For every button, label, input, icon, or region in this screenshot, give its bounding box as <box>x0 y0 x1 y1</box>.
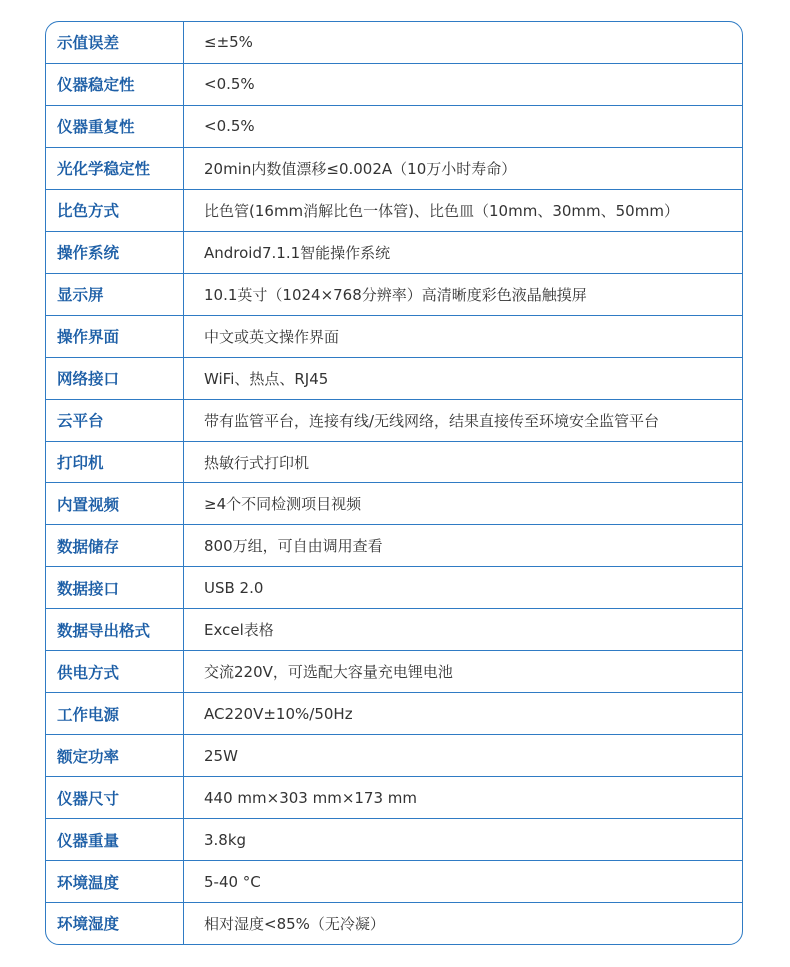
spec-label: 额定功率 <box>46 735 184 776</box>
spec-label: 比色方式 <box>46 190 184 231</box>
spec-label: 显示屏 <box>46 274 184 315</box>
spec-value: 相对湿度<85%（无冷凝） <box>204 914 385 933</box>
spec-row <box>46 231 742 273</box>
spec-table <box>45 21 743 945</box>
spec-value: 25W <box>204 746 238 765</box>
spec-label: 打印机 <box>46 442 184 483</box>
spec-row <box>46 818 742 860</box>
spec-value: 中文或英文操作界面 <box>204 327 340 346</box>
spec-value: 带有监管平台，连接有线/无线网络，结果直接传至环境安全监管平台 <box>204 411 660 430</box>
spec-value: 800万组，可自由调用查看 <box>204 537 383 556</box>
spec-row <box>46 147 742 189</box>
spec-value: 3.8kg <box>204 830 247 849</box>
spec-row <box>46 860 742 902</box>
spec-label: 示值误差 <box>46 22 184 63</box>
spec-label: 数据导出格式 <box>46 609 184 650</box>
spec-value: 10.1英寸（1024×768分辨率）高清晰度彩色液晶触摸屏 <box>204 285 587 304</box>
spec-value: 热敏行式打印机 <box>204 453 310 472</box>
spec-row <box>46 482 742 524</box>
spec-row <box>46 566 742 608</box>
spec-row <box>46 902 742 944</box>
spec-row <box>46 273 742 315</box>
spec-label: 网络接口 <box>46 358 184 399</box>
spec-row <box>46 692 742 734</box>
spec-label: 操作系统 <box>46 232 184 273</box>
spec-value: Excel表格 <box>204 621 274 640</box>
spec-row <box>46 650 742 692</box>
spec-row <box>46 22 742 63</box>
spec-label: 仪器重量 <box>46 819 184 860</box>
spec-label: 数据储存 <box>46 525 184 566</box>
spec-row <box>46 63 742 105</box>
spec-label: 环境湿度 <box>46 903 184 944</box>
spec-label: 仪器重复性 <box>46 106 184 147</box>
spec-value: WiFi、热点、RJ45 <box>204 369 329 388</box>
spec-label: 云平台 <box>46 400 184 441</box>
spec-value: 20min内数值漂移≤0.002A（10万小时寿命） <box>204 159 517 178</box>
spec-label: 数据接口 <box>46 567 184 608</box>
spec-row <box>46 776 742 818</box>
spec-label: 操作界面 <box>46 316 184 357</box>
spec-value: USB 2.0 <box>204 578 264 597</box>
spec-value: ≥4个不同检测项目视频 <box>204 495 362 514</box>
spec-label: 内置视频 <box>46 483 184 524</box>
spec-value: ≤±5% <box>204 33 253 52</box>
spec-label: 环境温度 <box>46 861 184 902</box>
spec-value: 交流220V，可选配大容量充电锂电池 <box>204 663 453 682</box>
spec-value: 5-40 °C <box>204 872 261 891</box>
spec-row <box>46 105 742 147</box>
spec-row <box>46 399 742 441</box>
spec-row <box>46 357 742 399</box>
spec-row <box>46 441 742 483</box>
spec-label: 仪器尺寸 <box>46 777 184 818</box>
spec-label: 工作电源 <box>46 693 184 734</box>
spec-label: 供电方式 <box>46 651 184 692</box>
spec-value: Android7.1.1智能操作系统 <box>204 243 391 262</box>
spec-row <box>46 524 742 566</box>
spec-value: 比色管(16mm消解比色一体管)、比色皿（10mm、30mm、50mm） <box>204 201 679 220</box>
spec-label: 光化学稳定性 <box>46 148 184 189</box>
spec-row <box>46 734 742 776</box>
spec-row <box>46 315 742 357</box>
spec-row <box>46 189 742 231</box>
spec-value: AC220V±10%/50Hz <box>204 704 353 723</box>
spec-value: 440 mm×303 mm×173 mm <box>204 788 418 807</box>
spec-value: <0.5% <box>204 75 255 94</box>
spec-value: <0.5% <box>204 117 255 136</box>
spec-row <box>46 608 742 650</box>
spec-label: 仪器稳定性 <box>46 64 184 105</box>
